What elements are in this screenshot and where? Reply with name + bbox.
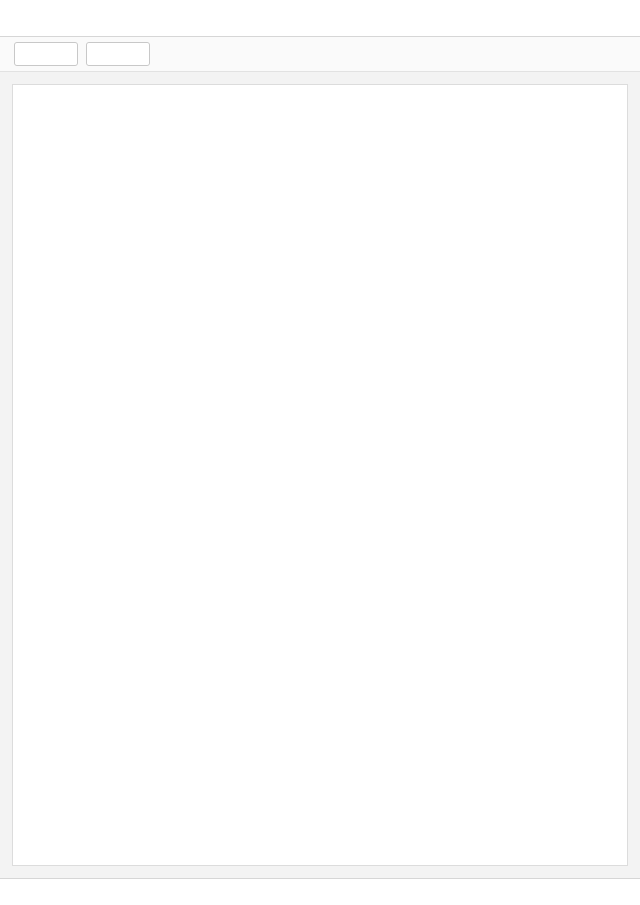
- main-content: [12, 84, 628, 866]
- toolbar-button-1[interactable]: [14, 42, 78, 66]
- toolbar-button-2[interactable]: [86, 42, 150, 66]
- toolbar: [0, 37, 640, 72]
- status-bar: [0, 878, 640, 905]
- title-bar: [0, 0, 640, 37]
